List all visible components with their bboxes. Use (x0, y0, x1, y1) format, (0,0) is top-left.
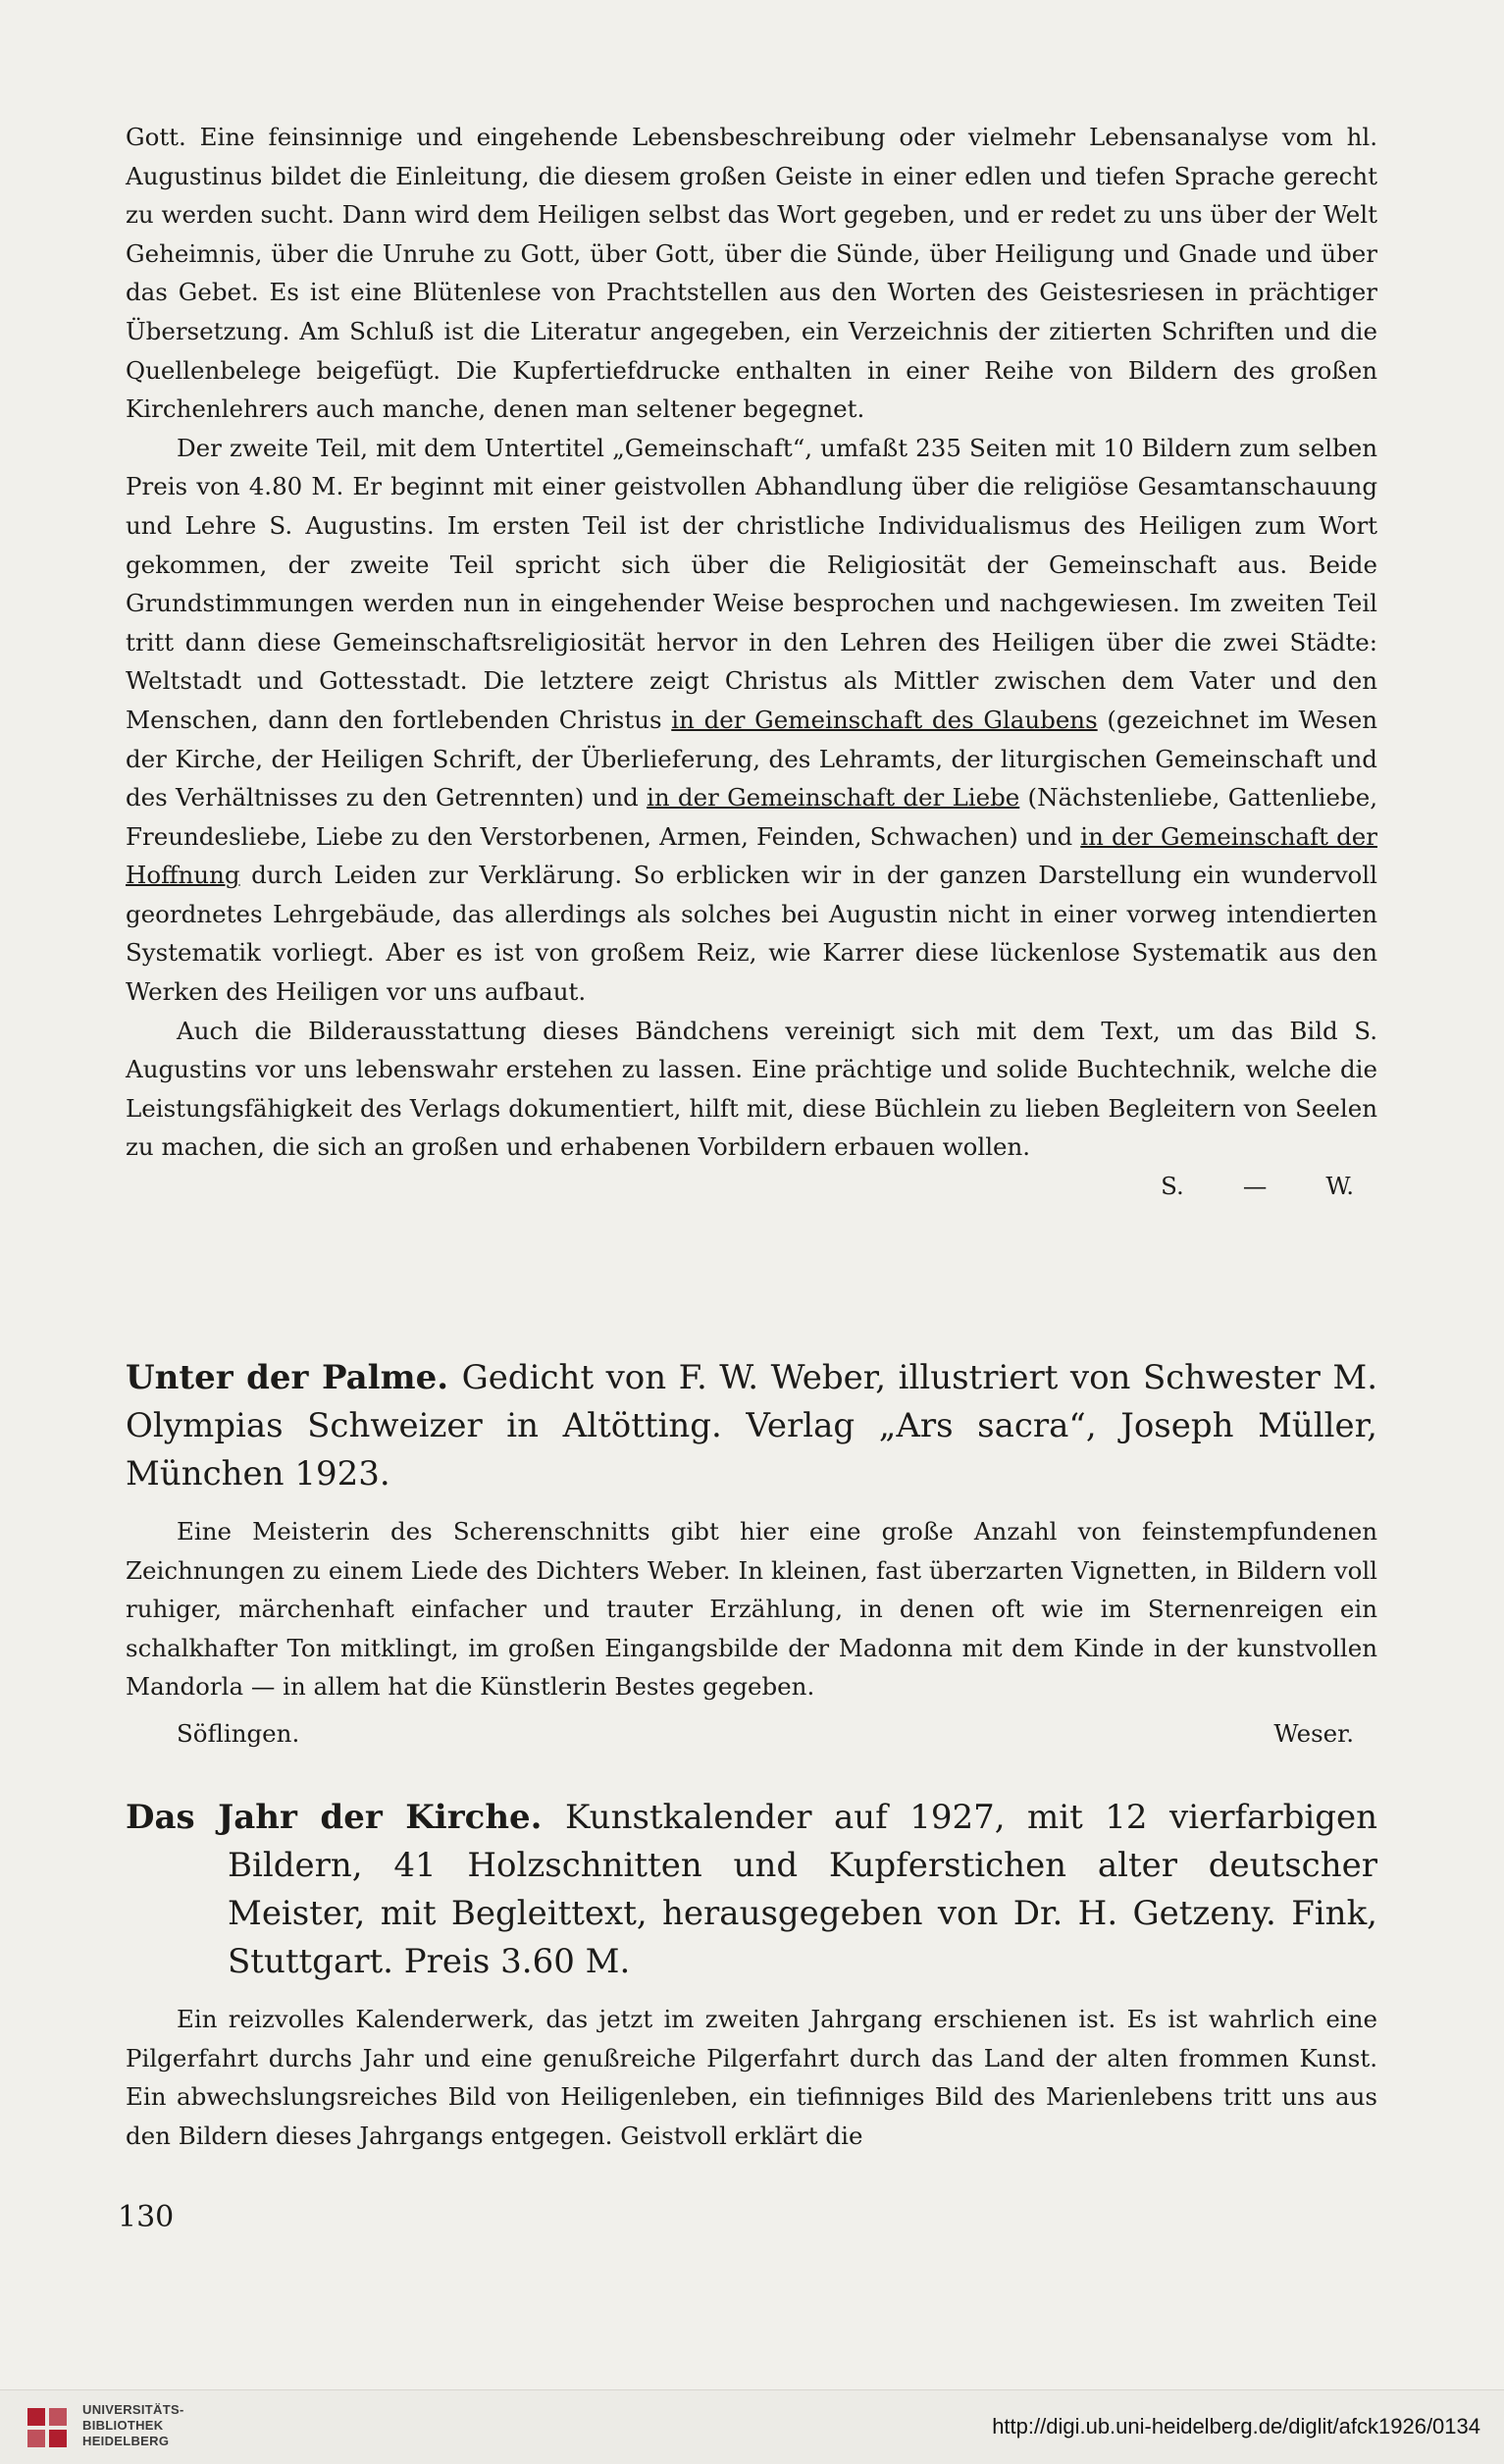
underlined-phrase-glaubens: in der Gemeinschaft des Glaubens (671, 705, 1098, 734)
paragraph-2-text-d: durch Leiden zur Verklärung. So erblicken wir in der ganzen Darstellung ein wundervoll geordnetes Lehrgebäude, das allerdings als solches bei Augustin nicht in einer vorweg intendierten Systematik vorliegt. Aber es ist von großem Reiz, wie Karrer diese lückenlose Systematik aus den Werken des Heiligen vor uns aufbaut. (126, 861, 1377, 1007)
review-3-bibliography: Kunstkalender auf 1927, mit 12 vierfarbigen Bildern, 41 Holzschnitten und Kupferstichen alter deutscher Meister, mit Begleittext, herausgegeben von Dr. H. Getzeny. Fink, Stuttgart. Preis 3.60 M. (228, 1798, 1377, 1981)
logo-line-3: HEIDELBERG (82, 2434, 170, 2448)
logo-line-1: UNIVERSITÄTS- (82, 2402, 184, 2417)
signature-initial-s: S. (1161, 1172, 1184, 1201)
underlined-phrase-hoffnung: in der Gemeinschaft der Hoffnung (126, 821, 1377, 890)
library-logo-text (82, 2402, 184, 2449)
review-2-place: Söflingen. (177, 1718, 300, 1748)
review-3-title: Das Jahr der Kirche. (126, 1798, 543, 1837)
permalink-url[interactable]: http://digi.ub.uni-heidelberg.de/diglit/afck1926/0134 (992, 2414, 1480, 2438)
underlined-phrase-liebe: in der Gemeinschaft der Liebe (647, 783, 1020, 813)
review-paragraph-3: Auch die Bilderausstattung dieses Bändchens vereinigt sich mit dem Text, um das Bild S. Augustins vor uns lebenswahr erstehen zu lassen. Eine prächtige und solide Buchtechnik, welche die Leistungsfähigkeit des Verlags dokumentiert, hilft mit, diese Büchlein zu lieben Begleitern von Seelen zu machen, die sich an großen und erhabenen Vorbildern erbauen wollen. (126, 1016, 1377, 1162)
review-2-signature: Weser. (1273, 1718, 1354, 1748)
review-augustinus (126, 118, 1377, 1206)
review-3-heading (126, 1794, 1377, 1986)
review-2-heading (126, 1354, 1377, 1498)
review-unter-der-palme (126, 1354, 1377, 1754)
signature-initial-w: W. (1325, 1172, 1354, 1201)
library-logo-icon (26, 2406, 71, 2449)
paragraph-2-text-b: (gezeichnet im Wesen der Kirche, der Heiligen Schrift, der Überlieferung, des Lehramts, der liturgischen Gemeinschaft und des Verhältnisses zu den Getrennten) und (126, 705, 1377, 813)
footer-bar (0, 2389, 1504, 2464)
review-3-body: Ein reizvolles Kalenderwerk, das jetzt im zweiten Jahrgang erschienen ist. Es ist wahrlich eine Pilgerfahrt durchs Jahr und eine genußreiche Pilgerfahrt durch das Land der alten frommen Kunst. Ein abwechslungsreiches Bild von Heiligenleben, ein tiefinniges Bild des Marienlebens tritt uns aus den Bildern dieses Jahrgangs entgegen. Geistvoll erklärt die (126, 2005, 1377, 2150)
review-2-body: Eine Meisterin des Scherenschnitts gibt hier eine große Anzahl von feinstempfundenen Zeichnungen zu einem Liede des Dichters Weber. In kleinen, fast überzarten Vignetten, in Bildern voll ruhiger, märchenhaft einfacher und trauter Erzählung, in denen oft wie im Sternenreigen ein schalkhafter Ton mitklingt, im großen Eingangsbilde der Madonna mit dem Kinde in der kunstvollen Mandorla — in allem hat die Künstlerin Bestes gegeben. (126, 1517, 1377, 1702)
library-logo[interactable] (26, 2402, 184, 2453)
review-2-title: Unter der Palme. (126, 1358, 449, 1397)
review-1-signature (126, 1167, 1377, 1206)
signature-dash: — (1242, 1172, 1268, 1201)
review-paragraph-1: Gott. Eine feinsinnige und eingehende Lebensbeschreibung oder vielmehr Lebensanalyse vom hl. Augustinus bildet die Einleitung, die diesem großen Geiste in einer edlen und tiefen Sprache gerecht zu werden sucht. Dann wird dem Heiligen selbst das Wort gegeben, und er redet zu uns über der Welt Geheimnis, über die Unruhe zu Gott, über Gott, über die Sünde, über Heiligung und Gnade und über das Gebet. Es ist eine Blütenlese von Prachtstellen aus den Worten des Geistesriesen in prächtiger Übersetzung. Am Schluß ist die Literatur angegeben, ein Verzeichnis der zitierten Schriften und die Quellenbelege beigefügt. Die Kupfertiefdrucke enthalten in einer Reihe von Bildern des großen Kirchenlehrers auch manche, denen man seltener begegnet. (126, 123, 1377, 424)
page-number: 130 (118, 2200, 175, 2234)
paragraph-2-text-c: (Nächstenliebe, Gattenliebe, Freundesliebe, Liebe zu den Verstorbenen, Armen, Feinden, Schwachen) und (126, 783, 1377, 851)
logo-line-2: BIBLIOTHEK (82, 2418, 164, 2433)
review-paragraph-2 (126, 429, 1377, 1012)
review-2-signature-row (126, 1714, 1377, 1754)
paragraph-2-text-a: Der zweite Teil, mit dem Untertitel „Gemeinschaft“, umfaßt 235 Seiten mit 10 Bildern zum selben Preis von 4.80 M. Er beginnt mit einer geistvollen Abhandlung über die religiöse Gesamtanschauung und Lehre S. Augustins. Im ersten Teil ist der christliche Individualismus des Heiligen zum Wort gekommen, der zweite Teil spricht sich über die Religiosität der Gemeinschaft aus. Beide Grundstimmungen werden nun in eingehender Weise besprochen und nachgewiesen. Im zweiten Teil tritt dann diese Gemeinschaftsreligiosität hervor in den Lehren des Heiligen über die zwei Städte: Weltstadt und Gottesstadt. Die letztere zeigt Christus als Mittler zwischen dem Vater und den Menschen, dann den fortlebenden Christus (126, 433, 1377, 734)
review-2-bibliography: Gedicht von F. W. Weber, illustriert von Schwester M. Olympias Schweizer in Altötting. Verlag „Ars sacra“, Joseph Müller, München 1923. (126, 1358, 1377, 1494)
review-jahr-der-kirche (126, 1794, 1377, 2155)
